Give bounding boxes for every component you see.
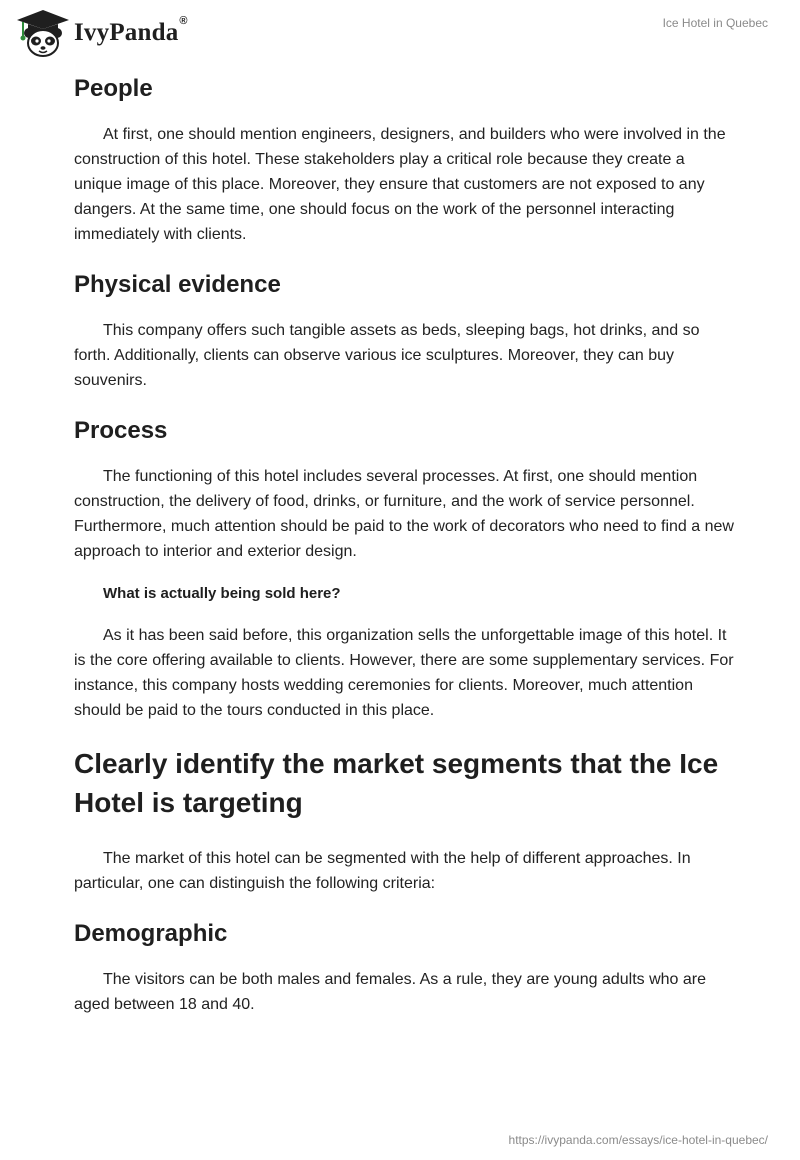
subheading-what-is-sold: What is actually being sold here? (103, 585, 341, 602)
paragraph-process: The functioning of this hotel includes several processes. At first, one should mention construction, the delivery of food, drinks, or furniture, and the work of service personnel. Furthermore, much attention should be paid to the work of decorators who need to find a new approach to interior and exterior design. (74, 468, 734, 560)
paragraph-physical-evidence: This company offers such tangible assets as beds, sleeping bags, hot drinks, and so forth. Additionally, clients can observe various ice sculptures. Moreover, they can buy souvenirs. (74, 322, 700, 389)
heading-physical-evidence: Physical evidence (74, 271, 281, 298)
logo-wordmark: IvyPanda® (74, 15, 188, 46)
ivypanda-logo[interactable] (14, 8, 188, 58)
heading-demographic: Demographic (74, 920, 228, 947)
paragraph-what-is-sold: As it has been said before, this organization sells the unforgettable image of this hotel. It is the core offering available to clients. However, there are some supplementary services. For instance, this company hosts wedding ceremonies for clients. Moreover, much attention should be paid to the tours conducted in this place. (74, 627, 734, 719)
panda-graduate-icon (14, 8, 72, 58)
document-title: Ice Hotel in Quebec (662, 16, 768, 30)
heading-process: Process (74, 417, 168, 444)
paragraph-people: At first, one should mention engineers, designers, and builders who were involved in the construction of this hotel. These stakeholders play a critical role because they create a unique image of this place. Moreover, they ensure that customers are not exposed to any dangers. At the same time, one should focus on the work of the personnel interacting immediately with clients. (74, 126, 726, 243)
source-url[interactable]: https://ivypanda.com/essays/ice-hotel-in-quebec/ (508, 1133, 768, 1147)
heading-people: People (74, 75, 153, 102)
registered-mark: ® (179, 15, 188, 27)
page-header (0, 0, 800, 70)
article-body (74, 70, 734, 1017)
heading-market-segments: Clearly identify the market segments that the Ice Hotel is targeting (74, 748, 719, 818)
paragraph-demographic: The visitors can be both males and females. As a rule, they are young adults who are aged between 18 and 40. (74, 971, 706, 1013)
paragraph-market-segments: The market of this hotel can be segmented with the help of different approaches. In particular, one can distinguish the following criteria: (74, 850, 691, 892)
